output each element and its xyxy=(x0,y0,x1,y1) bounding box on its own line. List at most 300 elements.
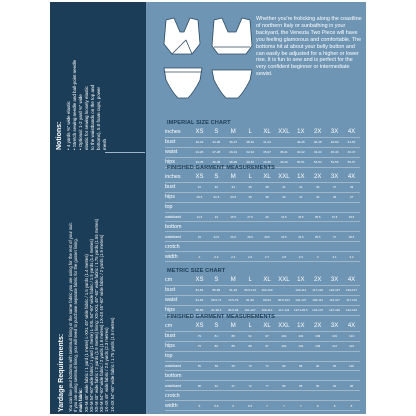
table-cell xyxy=(326,222,343,232)
table-cell: 62 xyxy=(208,381,225,391)
scoop-top-icon xyxy=(212,18,252,54)
table-cell: 5.5 xyxy=(208,401,225,411)
table-cell xyxy=(225,222,242,232)
table-cell xyxy=(292,391,309,401)
yardage-line: XS-M 45" wide fabric / 2 yards (1.9 metres) lining: XS-XXL 45"-60" wide fabric / 1.75 yards (1.55 metres) xyxy=(94,218,100,412)
table-cell: S xyxy=(208,322,225,331)
table-cell: 32 xyxy=(208,182,225,192)
table-cell xyxy=(259,202,276,212)
table-header-row xyxy=(165,173,360,182)
table-row xyxy=(165,381,360,391)
table-cell xyxy=(292,242,309,252)
table-cell: 96.5-99 xyxy=(225,305,242,315)
table-cell: 47 xyxy=(326,182,343,192)
table-cell: 6.5 xyxy=(242,401,259,411)
table-row xyxy=(165,341,360,351)
table-cell: 45-46 xyxy=(326,147,343,157)
table-cell: 85 xyxy=(292,381,309,391)
table-cell: 80 xyxy=(275,361,292,371)
table-cell: XL xyxy=(259,128,276,137)
row-label: inches xyxy=(165,128,191,137)
table-cell xyxy=(309,371,326,381)
table-cell: 6 xyxy=(225,401,242,411)
table-cell xyxy=(225,351,242,361)
table-cell: 31.5 xyxy=(275,212,292,222)
table-cell xyxy=(343,371,360,381)
table-row xyxy=(165,391,360,401)
table-cell: 37.5 xyxy=(326,212,343,222)
table-cell: 3X xyxy=(326,173,343,182)
swimsuit-illustration xyxy=(160,14,256,116)
table-cell xyxy=(343,222,360,232)
table-cell: 5 xyxy=(191,401,208,411)
table-cell xyxy=(208,351,225,361)
table-cell: 43-45 xyxy=(259,157,276,167)
row-label: waistband xyxy=(165,212,191,222)
table-cell xyxy=(208,222,225,232)
table-cell xyxy=(208,202,225,212)
table-cell: 129-137 xyxy=(343,285,360,295)
yardage-title: Yardage Requirements: xyxy=(58,333,65,412)
table-cell: 38-41 xyxy=(275,147,292,157)
table-cell: 35-37 xyxy=(259,147,276,157)
table-cell xyxy=(259,351,276,361)
table-cell: M xyxy=(225,276,242,285)
table-row xyxy=(165,242,360,252)
table-row xyxy=(165,371,360,381)
table-row xyxy=(165,295,360,305)
table-cell xyxy=(309,351,326,361)
table-cell: 73.5-79 xyxy=(225,295,242,305)
table-cell: 3X xyxy=(326,128,343,137)
row-label: hips xyxy=(165,192,191,202)
table-cell: 2 xyxy=(191,252,208,262)
row-label: crotch xyxy=(165,242,191,252)
table-cell: 114-117 xyxy=(326,295,343,305)
table-cell: 124-127 xyxy=(326,285,343,295)
table-cell: 86-89 xyxy=(191,305,208,315)
table-cell xyxy=(225,242,242,252)
table-cell: 91-96.5 xyxy=(208,305,225,315)
table-row xyxy=(165,331,360,341)
table-cell: XS xyxy=(191,173,208,182)
table-row xyxy=(165,351,360,361)
yardage-line: You can line your bottoms with swimsuit lining or the same fabric you are using for the rest of your suit. xyxy=(68,222,73,412)
row-label: top xyxy=(165,202,191,212)
table-cell: 124 xyxy=(343,331,360,341)
table-cell: 29-31 xyxy=(225,147,242,157)
table-cell: 109 xyxy=(309,341,326,351)
table-cell: 36-37 xyxy=(225,137,242,147)
table-cell xyxy=(326,391,343,401)
table-row xyxy=(165,147,360,157)
table-cell xyxy=(208,242,225,252)
table-cell: 50-51 xyxy=(292,157,309,167)
table-cell: 46-47 xyxy=(343,147,360,157)
row-label: width xyxy=(165,401,191,411)
row-label: hips xyxy=(165,341,191,351)
table-cell: 81 xyxy=(208,331,225,341)
table-cell: 41-44 xyxy=(259,137,276,147)
table-cell: 41 xyxy=(292,182,309,192)
table-cell: 91 xyxy=(242,331,259,341)
notions-yardage-sidebar xyxy=(50,2,146,414)
table-cell: 41 xyxy=(275,182,292,192)
table-cell xyxy=(259,371,276,381)
table-cell: 38-40 xyxy=(242,137,259,147)
table-cell: 80 xyxy=(208,341,225,351)
table-cell: 2.7 xyxy=(259,252,276,262)
table-cell: 35 xyxy=(242,192,259,202)
info-card xyxy=(50,2,366,414)
table-cell: 23 xyxy=(208,212,225,222)
table-cell xyxy=(292,371,309,381)
row-label: top xyxy=(165,351,191,361)
table-cell: 34-35 xyxy=(191,157,208,167)
yardage-line: main fabric: xyxy=(78,388,84,412)
table-cell: 2.8 xyxy=(275,252,292,262)
table-cell xyxy=(292,222,309,232)
table-cell: 1X xyxy=(292,173,309,182)
table-cell: L xyxy=(242,322,259,331)
table-cell: 21.5 xyxy=(191,212,208,222)
row-label: bust xyxy=(165,285,191,295)
table-cell: 31.5 xyxy=(208,192,225,202)
row-label: bust xyxy=(165,331,191,341)
table-cell xyxy=(292,202,309,212)
table-cell: 119 xyxy=(343,341,360,351)
table-cell: 40 xyxy=(275,192,292,202)
table-cell: M xyxy=(225,173,242,182)
table-cell: 7 xyxy=(259,401,276,411)
table-cell xyxy=(259,242,276,252)
table-cell: 1X xyxy=(292,276,309,285)
row-label: width xyxy=(165,252,191,262)
row-label: waistband xyxy=(165,232,191,242)
table-cell xyxy=(225,202,242,212)
high-waist-bottom-icon xyxy=(164,68,202,98)
table-cell: 68.5-71 xyxy=(208,295,225,305)
table-cell xyxy=(191,391,208,401)
table-cell: 67 xyxy=(225,381,242,391)
table-cell: 2X xyxy=(309,128,326,137)
table-cell: 109-114 xyxy=(292,285,309,295)
table-header-row xyxy=(165,276,360,285)
table-cell: 39.5 xyxy=(343,212,360,222)
table-cell: 2.9 xyxy=(292,252,309,262)
table-cell: 32-34 xyxy=(242,147,259,157)
table-cell: S xyxy=(208,173,225,182)
yardage-line: 1X-4X 54"-60" wide fabric / 1.75 yards (1.5 metres) xyxy=(109,317,115,412)
table-cell: 77 xyxy=(259,381,276,391)
table-cell xyxy=(191,371,208,381)
table-cell: 100 xyxy=(343,361,360,371)
table-cell: 2X xyxy=(309,276,326,285)
notions-line: bottoms), 5.0 foam cups, power xyxy=(96,86,101,150)
table-cell xyxy=(326,242,343,252)
table-cell xyxy=(275,351,292,361)
table-cell: 81-86 xyxy=(242,295,259,305)
metric-garment-table xyxy=(165,322,360,411)
table-cell: 4X xyxy=(343,276,360,285)
row-label: hips xyxy=(165,157,191,167)
notions-title: Notions: xyxy=(56,121,63,150)
row-label: bottom xyxy=(165,222,191,232)
table-cell: 27-28 xyxy=(208,147,225,157)
table-cell: 90 xyxy=(309,361,326,371)
table-cell: XL xyxy=(259,276,276,285)
table-cell xyxy=(309,202,326,212)
table-cell: 3X xyxy=(326,276,343,285)
table-cell xyxy=(259,391,276,401)
table-cell: 61-66 xyxy=(191,295,208,305)
table-cell: 24.5 xyxy=(208,232,225,242)
table-cell: 2.6 xyxy=(242,252,259,262)
table-cell xyxy=(208,391,225,401)
table-cell xyxy=(275,202,292,212)
table-cell: 40-42 xyxy=(242,157,259,167)
table-row xyxy=(165,285,360,295)
imperial-size-table xyxy=(165,128,360,168)
table-cell xyxy=(242,391,259,401)
table-cell: 51-54 xyxy=(343,137,360,147)
table-cell: 2X xyxy=(309,173,326,182)
table-cell: 102 xyxy=(275,341,292,351)
table-cell: 95 xyxy=(326,361,343,371)
table-cell: 89-94 xyxy=(259,295,276,305)
table-cell: 45 xyxy=(326,192,343,202)
table-row xyxy=(165,401,360,411)
table-cell: 102-109 xyxy=(259,285,276,295)
table-cell: 70 xyxy=(242,361,259,371)
imperial-garment-table xyxy=(165,173,360,262)
table-row xyxy=(165,182,360,192)
table-cell xyxy=(309,391,326,401)
table-cell: 117-119 xyxy=(343,295,360,305)
table-cell: 23 xyxy=(191,232,208,242)
table-cell: 97 xyxy=(259,331,276,341)
table-cell xyxy=(326,371,343,381)
table-cell: 33.5 xyxy=(292,212,309,222)
table-cell xyxy=(343,202,360,212)
table-cell: 1X xyxy=(292,322,309,331)
table-cell: 142-145 xyxy=(343,305,360,315)
table-cell: 54-55 xyxy=(326,157,343,167)
row-label: cm xyxy=(165,322,191,331)
table-row xyxy=(165,202,360,212)
table-row xyxy=(165,232,360,242)
yardage-block xyxy=(58,152,115,412)
table-cell xyxy=(326,351,343,361)
table-cell: 98 xyxy=(343,381,360,391)
table-cell: 89 xyxy=(242,341,259,351)
table-header-row xyxy=(165,128,360,137)
table-cell: 4X xyxy=(343,322,360,331)
table-cell: M xyxy=(225,322,242,331)
table-cell: 101-107 xyxy=(242,305,259,315)
table-row xyxy=(165,361,360,371)
row-label: waist xyxy=(165,295,191,305)
table-cell: 37 xyxy=(326,232,343,242)
table-cell: 137-140 xyxy=(326,305,343,315)
notions-line: • Stretch sewing needle and ball-point needle xyxy=(72,59,77,150)
table-cell: 2.4 xyxy=(225,252,242,262)
table-cell: 8 xyxy=(343,401,360,411)
table-cell xyxy=(275,222,292,232)
table-cell: 24-26 xyxy=(191,147,208,157)
table-cell: XXL xyxy=(275,128,292,137)
table-cell: 3.2 xyxy=(343,252,360,262)
table-cell: 27.5 xyxy=(242,212,259,222)
table-cell xyxy=(275,137,292,147)
row-label: cm xyxy=(165,276,191,285)
low-rise-bottom-icon xyxy=(212,70,252,98)
table-cell: 46-49 xyxy=(275,157,292,167)
table-cell: 7 xyxy=(292,401,309,411)
row-label: waistband xyxy=(165,381,191,391)
table-row xyxy=(165,192,360,202)
table-cell: 8 xyxy=(309,401,326,411)
table-cell: 74 xyxy=(259,361,276,371)
metric-garment-title: FINISHED GARMENT MEASUREMENTS xyxy=(167,314,275,320)
table-cell xyxy=(343,391,360,401)
table-cell: 26.5 xyxy=(225,232,242,242)
table-cell xyxy=(191,351,208,361)
table-cell: 36 xyxy=(242,182,259,192)
notions-line: elastic for sewing loosely elastic xyxy=(84,86,89,150)
table-row xyxy=(165,252,360,262)
notions-line: mesh xyxy=(102,138,107,150)
row-label: waistband xyxy=(165,361,191,371)
table-cell: 43 xyxy=(309,192,326,202)
table-cell: XXL xyxy=(275,322,292,331)
table-cell: 55 xyxy=(191,361,208,371)
table-cell: 85 xyxy=(292,361,309,371)
table-cell: 58 xyxy=(208,361,225,371)
table-cell xyxy=(343,242,360,252)
table-cell xyxy=(275,391,292,401)
table-cell: 4X xyxy=(343,128,360,137)
table-cell: XXL xyxy=(275,276,292,285)
table-cell xyxy=(275,242,292,252)
table-cell: 109-112 xyxy=(309,295,326,305)
imperial-size-chart-title: IMPERIAL SIZE CHART xyxy=(167,120,231,126)
notions-line: • 4 yards ⅜" wide elastic xyxy=(66,101,71,150)
table-cell: 38.5 xyxy=(343,232,360,242)
table-cell: 109-114 xyxy=(259,305,276,315)
table-cell xyxy=(326,202,343,212)
metric-size-table xyxy=(165,276,360,316)
table-cell: XS xyxy=(191,128,208,137)
table-cell: 85 xyxy=(225,341,242,351)
table-cell: 119 xyxy=(326,331,343,341)
yardage-line: XS-M 54"-60" wide fabric / 2 yards (1.9 metres) 1X-4X 45"-60" wide fabric / 2 yards (1.9 metres) xyxy=(99,234,105,412)
table-cell: 43-45 xyxy=(292,137,309,147)
table-cell: 31 xyxy=(191,182,208,192)
table-cell: 40-42 xyxy=(292,147,309,157)
table-cell: 49 xyxy=(343,182,360,192)
table-cell: 30.5 xyxy=(259,232,276,242)
table-cell: 96.5-104 xyxy=(275,295,292,305)
table-cell xyxy=(242,351,259,361)
table-cell xyxy=(191,222,208,232)
table-cell xyxy=(309,222,326,232)
table-cell xyxy=(242,242,259,252)
row-label: waist xyxy=(165,147,191,157)
table-cell: 29 xyxy=(259,212,276,222)
table-cell: 34-35 xyxy=(208,137,225,147)
table-cell: 46-48 xyxy=(309,137,326,147)
table-cell: 43-44 xyxy=(309,147,326,157)
table-cell: 52-54 xyxy=(309,157,326,167)
table-cell xyxy=(343,351,360,361)
table-row xyxy=(165,137,360,147)
table-cell: 109 xyxy=(309,331,326,341)
table-cell: 47 xyxy=(343,192,360,202)
table-cell: XL xyxy=(259,173,276,182)
table-cell xyxy=(191,242,208,252)
yardage-line: If you are using swimsuit lining, you will need to purchase separate fabric for the gusset lining. xyxy=(73,238,79,412)
table-cell: 104 xyxy=(292,331,309,341)
table-cell: 38 xyxy=(259,192,276,202)
table-cell: 43 xyxy=(309,182,326,192)
table-cell xyxy=(225,371,242,381)
table-cell: 35.5 xyxy=(309,232,326,242)
table-cell: 38 xyxy=(259,182,276,192)
table-cell: 94 xyxy=(326,381,343,391)
yardage-line: XS-M 45" wide fabric / 1 yard (1 metre) L-XXL 45" wide fabric / 1.5 yards (1.4 metres) xyxy=(83,254,89,412)
table-cell xyxy=(259,222,276,232)
yardage-line: 1X-4X 45" wide fabric / 2.5 yards (2.3 metres) xyxy=(104,327,110,412)
notions-line: • Optional: 1-2 yard ⅜" wide xyxy=(78,94,83,150)
row-label: inches xyxy=(165,173,191,182)
notions-block xyxy=(56,10,108,150)
table-cell: 86-89 xyxy=(208,285,225,295)
table-cell: 36-38 xyxy=(208,157,225,167)
table-cell: 91-94 xyxy=(225,285,242,295)
table-cell: XL xyxy=(259,322,276,331)
imperial-garment-title: FINISHED GARMENT MEASUREMENTS xyxy=(167,165,275,171)
table-cell: 132-137 xyxy=(309,305,326,315)
table-cell: 114 xyxy=(326,341,343,351)
table-cell: 75 xyxy=(191,341,208,351)
table-cell: 32.5 xyxy=(275,232,292,242)
table-cell: 104 xyxy=(292,341,309,351)
table-cell: 86 xyxy=(225,331,242,341)
table-cell: 1X xyxy=(292,128,309,137)
table-cell: 32-33 xyxy=(191,137,208,147)
table-cell: XXL xyxy=(275,173,292,182)
table-cell: 3 xyxy=(309,252,326,262)
table-cell: 90 xyxy=(309,381,326,391)
table-cell: 2X xyxy=(309,322,326,331)
table-cell: S xyxy=(208,128,225,137)
table-cell: 49-50 xyxy=(326,137,343,147)
row-label: bottom xyxy=(165,371,191,381)
table-cell xyxy=(242,202,259,212)
intro-text: Whether you're frolicking along the coastline of northern Italy or sunbathing in your backyard, the Venezia Two Piece will have you feeling glamorous and comfortable. The bottoms hit at about your belly button and can easily be adjusted for a higher or lower rise. It is fun to sew and is perfect for the very confident beginner or intermediate sewist. xyxy=(256,16,362,78)
table-cell: S xyxy=(208,276,225,285)
table-cell: 117-124 xyxy=(275,305,292,315)
row-label: hips xyxy=(165,305,191,315)
table-cell: 38-39 xyxy=(225,157,242,167)
table-cell: 25.5 xyxy=(225,212,242,222)
table-cell: 3X xyxy=(326,322,343,331)
table-cell xyxy=(242,222,259,232)
table-cell: 81-84 xyxy=(191,285,208,295)
row-label: crotch xyxy=(165,391,191,401)
table-cell xyxy=(309,242,326,252)
